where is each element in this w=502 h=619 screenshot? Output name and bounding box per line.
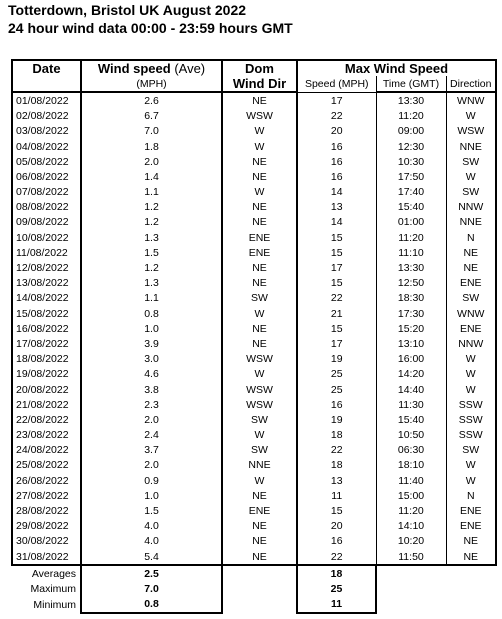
summary-blank [222, 597, 297, 613]
table-row [12, 321, 496, 336]
date-cell: 20/08/2022 [12, 382, 81, 397]
dom-dir-cell: W [222, 185, 297, 200]
max-time-cell: 14:10 [376, 519, 446, 534]
max-time-cell: 11:20 [376, 503, 446, 518]
dom-dir-cell: WSW [222, 352, 297, 367]
max-speed-cell: 16 [330, 398, 343, 411]
max-speed-cell: 16 [330, 170, 343, 183]
date-cell: 14/08/2022 [12, 291, 81, 306]
dom-dir-cell: W [222, 473, 297, 488]
max-direction-cell: NE [446, 534, 496, 549]
table-row [12, 549, 496, 565]
ave-speed-cell: 2.0 [81, 458, 222, 473]
ave-speed-cell: 1.5 [81, 503, 222, 518]
table-row [12, 109, 496, 124]
table-row [12, 169, 496, 184]
summary-row [12, 565, 496, 581]
max-speed-cell: 15 [330, 246, 343, 259]
ave-speed-cell: 1.3 [81, 276, 222, 291]
max-time-cell: 09:00 [376, 124, 446, 139]
dom-dir-cell: W [222, 428, 297, 443]
date-cell: 09/08/2022 [12, 215, 81, 230]
dom-dir-cell: NE [222, 200, 297, 215]
date-cell: 25/08/2022 [12, 458, 81, 473]
max-time-cell: 17:30 [376, 306, 446, 321]
ave-speed-cell: 1.1 [81, 185, 222, 200]
max-speed-cell: 19 [330, 413, 343, 426]
date-cell: 10/08/2022 [12, 230, 81, 245]
max-time-cell: 16:00 [376, 352, 446, 367]
dom-dir-cell: ENE [222, 230, 297, 245]
max-speed-cell: 18 [330, 459, 343, 472]
max-time-cell: 10:30 [376, 154, 446, 169]
table-row [12, 473, 496, 488]
max-speed-cell: 11 [331, 489, 343, 502]
summary-blank [446, 565, 496, 581]
max-speed-cell: 20 [330, 520, 343, 533]
max-direction-cell: NNE [446, 139, 496, 154]
date-cell: 24/08/2022 [12, 443, 81, 458]
header-wind-speed [81, 60, 222, 76]
max-speed-cell: 13 [330, 474, 343, 487]
summary-blank [376, 581, 446, 596]
ave-speed-cell: 1.8 [81, 139, 222, 154]
max-direction-cell: W [446, 382, 496, 397]
max-direction-cell: NNE [446, 215, 496, 230]
max-time-cell: 17:50 [376, 169, 446, 184]
max-time-cell: 18:10 [376, 458, 446, 473]
dom-dir-cell: ENE [222, 503, 297, 518]
max-time-cell: 13:10 [376, 336, 446, 351]
ave-speed-cell: 2.3 [81, 397, 222, 412]
date-cell: 06/08/2022 [12, 169, 81, 184]
date-cell: 02/08/2022 [12, 109, 81, 124]
dom-dir-cell: NE [222, 519, 297, 534]
table-row [12, 488, 496, 503]
ave-speed-cell: 2.4 [81, 428, 222, 443]
max-direction-cell: W [446, 109, 496, 124]
date-cell: 13/08/2022 [12, 276, 81, 291]
max-time-cell: 15:20 [376, 321, 446, 336]
date-cell: 01/08/2022 [12, 92, 81, 108]
max-speed-cell: 17 [330, 94, 343, 107]
table-row [12, 352, 496, 367]
ave-speed-cell: 1.4 [81, 169, 222, 184]
summary-label: Averages [31, 567, 76, 580]
max-time-cell: 13:30 [376, 92, 446, 108]
max-speed-cell: 16 [330, 155, 343, 168]
summary-blank [222, 581, 297, 596]
ave-speed-cell: 1.0 [81, 321, 222, 336]
max-direction-cell: NE [446, 245, 496, 260]
ave-speed-cell: 2.0 [81, 412, 222, 427]
max-direction-cell: SW [446, 154, 496, 169]
table-row [12, 412, 496, 427]
dom-dir-cell: NNE [222, 458, 297, 473]
date-cell: 21/08/2022 [12, 397, 81, 412]
table-row [12, 92, 496, 108]
header-direction: Direction [446, 76, 496, 92]
max-speed-cell: 22 [297, 549, 376, 565]
dom-dir-cell: SW [222, 412, 297, 427]
table-row [12, 397, 496, 412]
header-row-2 [12, 76, 496, 92]
dom-dir-cell: NE [222, 534, 297, 549]
max-direction-cell: N [446, 488, 496, 503]
summary-max: 11 [297, 597, 376, 613]
table-row [12, 260, 496, 275]
max-speed-cell: 22 [330, 110, 343, 123]
table-row [12, 124, 496, 139]
dom-dir-cell: NE [222, 276, 297, 291]
max-direction-cell: SSW [446, 412, 496, 427]
table-row [12, 458, 496, 473]
summary-blank [446, 581, 496, 596]
dom-dir-cell: NE [222, 260, 297, 275]
max-speed-cell: 15 [330, 505, 343, 518]
date-cell: 12/08/2022 [12, 260, 81, 275]
max-speed-cell: 25 [330, 383, 343, 396]
ave-speed-cell: 3.9 [81, 336, 222, 351]
max-time-cell: 11:10 [376, 245, 446, 260]
max-speed-cell: 16 [330, 535, 343, 548]
summary-row [12, 597, 496, 613]
date-cell: 27/08/2022 [12, 488, 81, 503]
dom-dir-cell: W [222, 306, 297, 321]
dom-dir-cell: WSW [222, 397, 297, 412]
date-cell: 31/08/2022 [12, 549, 81, 565]
max-direction-cell: SW [446, 185, 496, 200]
header-date: Date [12, 60, 81, 76]
max-direction-cell: ENE [446, 276, 496, 291]
dom-dir-cell: NE [222, 215, 297, 230]
table-row [12, 185, 496, 200]
table-row [12, 367, 496, 382]
dom-dir-cell: ENE [222, 245, 297, 260]
max-time-cell: 18:30 [376, 291, 446, 306]
max-speed-cell: 19 [330, 353, 343, 366]
max-direction-cell: NNW [446, 200, 496, 215]
max-time-cell: 14:20 [376, 367, 446, 382]
table-row [12, 245, 496, 260]
max-time-cell: 01:00 [376, 215, 446, 230]
max-direction-cell: W [446, 473, 496, 488]
ave-speed-cell: 2.0 [81, 154, 222, 169]
max-time-cell: 12:50 [376, 276, 446, 291]
max-speed-cell: 14 [330, 186, 343, 199]
summary-label: Minimum [33, 598, 76, 611]
max-direction-cell: W [446, 169, 496, 184]
ave-speed-cell: 2.6 [81, 92, 222, 108]
date-cell: 15/08/2022 [12, 306, 81, 321]
ave-speed-cell: 1.1 [81, 291, 222, 306]
max-time-cell: 13:30 [376, 260, 446, 275]
date-cell: 03/08/2022 [12, 124, 81, 139]
date-cell: 23/08/2022 [12, 428, 81, 443]
max-direction-cell: W [446, 458, 496, 473]
table-row [12, 154, 496, 169]
date-cell: 19/08/2022 [12, 367, 81, 382]
summary-ave: 2.5 [81, 565, 222, 581]
header-mph: (MPH) [81, 76, 222, 92]
table-row [12, 200, 496, 215]
max-time-cell: 10:20 [376, 534, 446, 549]
summary-max: 18 [297, 565, 376, 581]
max-speed-cell: 15 [330, 322, 343, 335]
max-speed-cell: 15 [330, 277, 343, 290]
ave-speed-cell: 1.5 [81, 245, 222, 260]
dom-dir-cell: SW [222, 443, 297, 458]
summary-ave: 0.8 [81, 597, 222, 613]
max-direction-cell: NE [446, 549, 496, 565]
dom-dir-cell: W [222, 139, 297, 154]
summary-row [12, 581, 496, 596]
max-direction-cell: SW [446, 291, 496, 306]
dom-dir-cell: NE [222, 154, 297, 169]
max-time-cell: 15:00 [376, 488, 446, 503]
max-speed-cell: 18 [330, 429, 343, 442]
header-wind-speed-ave: (Ave) [170, 60, 206, 76]
date-cell: 30/08/2022 [12, 534, 81, 549]
table-row [12, 519, 496, 534]
table-row [12, 139, 496, 154]
table-row [12, 534, 496, 549]
max-direction-cell: WNW [446, 306, 496, 321]
summary-blank [376, 565, 446, 581]
table-row [12, 336, 496, 351]
max-speed-cell: 25 [330, 368, 343, 381]
ave-speed-cell: 3.0 [81, 352, 222, 367]
max-direction-cell: SSW [446, 428, 496, 443]
dom-dir-cell: WSW [222, 109, 297, 124]
max-direction-cell: W [446, 367, 496, 382]
ave-speed-cell: 1.2 [81, 215, 222, 230]
max-time-cell: 06:30 [376, 443, 446, 458]
max-speed-cell: 17 [330, 337, 343, 350]
title-location: Totterdown, Bristol UK August 2022 [8, 2, 247, 18]
date-cell: 04/08/2022 [12, 139, 81, 154]
ave-speed-cell: 6.7 [81, 109, 222, 124]
max-direction-cell: N [446, 230, 496, 245]
max-speed-cell: 15 [330, 231, 343, 244]
ave-speed-cell: 3.8 [81, 382, 222, 397]
max-time-cell: 14:40 [376, 382, 446, 397]
summary-blank [222, 565, 297, 581]
ave-speed-cell: 7.0 [81, 124, 222, 139]
ave-speed-cell: 4.0 [81, 534, 222, 549]
max-time-cell: 10:50 [376, 428, 446, 443]
max-speed-cell: 16 [330, 140, 343, 153]
max-time-cell: 11:20 [376, 109, 446, 124]
date-cell: 05/08/2022 [12, 154, 81, 169]
date-cell: 07/08/2022 [12, 185, 81, 200]
header-wind-speed-label: Wind speed [97, 60, 171, 76]
dom-dir-cell: W [222, 367, 297, 382]
max-direction-cell: ENE [446, 503, 496, 518]
date-cell: 28/08/2022 [12, 503, 81, 518]
table-row [12, 215, 496, 230]
max-time-cell: 11:30 [376, 397, 446, 412]
table-row [12, 382, 496, 397]
max-direction-cell: SSW [446, 397, 496, 412]
dom-dir-cell: NE [222, 549, 297, 565]
ave-speed-cell: 1.0 [81, 488, 222, 503]
max-direction-cell: WSW [446, 124, 496, 139]
max-direction-cell: W [446, 352, 496, 367]
dom-dir-cell: NE [222, 92, 297, 108]
header-time-gmt: Time (GMT) [376, 76, 446, 92]
date-cell: 18/08/2022 [12, 352, 81, 367]
max-speed-cell: 22 [330, 444, 343, 457]
table-row [12, 291, 496, 306]
table-row [12, 428, 496, 443]
ave-speed-cell: 4.6 [81, 367, 222, 382]
ave-speed-cell: 5.4 [81, 549, 222, 565]
ave-speed-cell: 1.3 [81, 230, 222, 245]
max-direction-cell: NNW [446, 336, 496, 351]
header-speed-mph: Speed (MPH) [297, 76, 376, 92]
dom-dir-cell: NE [222, 321, 297, 336]
title-description: 24 hour wind data 00:00 - 23:59 hours GMT [8, 20, 293, 36]
date-cell: 11/08/2022 [12, 245, 81, 260]
ave-speed-cell: 1.2 [81, 260, 222, 275]
ave-speed-cell: 4.0 [81, 519, 222, 534]
max-speed-cell: 21 [330, 307, 343, 320]
max-time-cell: 17:40 [376, 185, 446, 200]
summary-blank [376, 597, 446, 613]
max-direction-cell: SW [446, 443, 496, 458]
max-speed-cell: 14 [330, 216, 343, 229]
max-direction-cell: WNW [446, 92, 496, 108]
dom-dir-cell: NE [222, 488, 297, 503]
ave-speed-cell: 0.8 [81, 306, 222, 321]
table-row [12, 276, 496, 291]
summary-blank [446, 597, 496, 613]
summary-ave: 7.0 [81, 581, 222, 596]
header-wind-dir: Wind Dir [222, 76, 297, 92]
date-cell: 29/08/2022 [12, 519, 81, 534]
table-row [12, 443, 496, 458]
max-speed-cell: 17 [330, 262, 343, 275]
dom-dir-cell: W [222, 124, 297, 139]
date-cell: 08/08/2022 [12, 200, 81, 215]
dom-dir-cell: NE [222, 336, 297, 351]
ave-speed-cell: 1.2 [81, 200, 222, 215]
date-cell: 16/08/2022 [12, 321, 81, 336]
max-time-cell: 11:20 [376, 230, 446, 245]
max-direction-cell: ENE [446, 519, 496, 534]
max-speed-cell: 22 [330, 292, 343, 305]
ave-speed-cell: 3.7 [81, 443, 222, 458]
max-time-cell: 12:30 [376, 139, 446, 154]
dom-dir-cell: SW [222, 291, 297, 306]
max-time-cell: 11:40 [376, 473, 446, 488]
header-date-blank [12, 76, 81, 92]
max-speed-cell: 20 [330, 125, 343, 138]
date-cell: 26/08/2022 [12, 473, 81, 488]
summary-label: Maximum [30, 582, 76, 595]
date-cell: 22/08/2022 [12, 412, 81, 427]
table-row [12, 230, 496, 245]
max-speed-cell: 13 [330, 201, 343, 214]
summary-max: 25 [297, 581, 376, 596]
table-row [12, 306, 496, 321]
header-max-wind-speed: Max Wind Speed [297, 60, 496, 76]
ave-speed-cell: 0.9 [81, 473, 222, 488]
table-row [12, 503, 496, 518]
max-time-cell: 11:50 [376, 549, 446, 565]
max-direction-cell: NE [446, 260, 496, 275]
date-cell: 17/08/2022 [12, 336, 81, 351]
max-direction-cell: ENE [446, 321, 496, 336]
header-row-1 [12, 60, 496, 76]
header-dom: Dom [222, 60, 297, 76]
dom-dir-cell: WSW [222, 382, 297, 397]
max-time-cell: 15:40 [376, 200, 446, 215]
wind-data-table [11, 59, 497, 614]
dom-dir-cell: NE [222, 169, 297, 184]
max-time-cell: 15:40 [376, 412, 446, 427]
